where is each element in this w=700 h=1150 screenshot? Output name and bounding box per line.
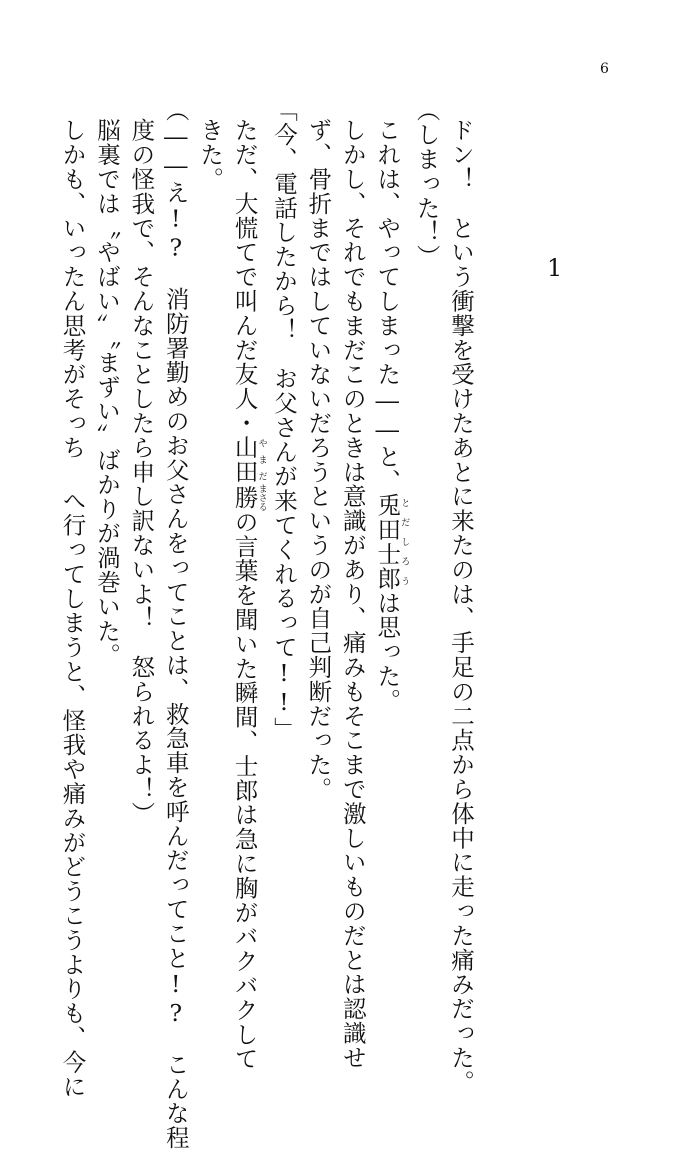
text-line-7-part-1: ただ、大慌てで叫んだ友人・ — [230, 118, 259, 436]
ruby-yamada-reading: やまだ — [256, 435, 267, 484]
text-line-3 — [370, 118, 409, 978]
text-line-6: 「今、電話したから！ お父さんが来てくれるって!!」 — [269, 98, 298, 742]
text-line-1: ドン！ という衝撃を受けたあとに来たのは、手足の二点から体中に走った痛みだった。 — [447, 118, 475, 1094]
ruby-todashirou — [373, 493, 410, 591]
text-line-5: ず、骨折まではしていないだろうというのが自己判断だった。 — [304, 118, 333, 802]
text-line-10: 度の怪我で、そんなことしたら申し訳ないよ！ 怒られるよ！） — [127, 118, 156, 826]
ruby-todashirou-reading: とだしろう — [399, 493, 410, 591]
text-line-11: 脳裏では〝やばい〟〝まずい〟ばかりが渦巻いた。 — [92, 118, 121, 668]
ruby-masaru-reading: まさる — [256, 484, 267, 512]
text-line-4: しかし、それでもまだこのときは意識があり、痛みもそこまで激しいものだとは認識せ — [338, 118, 367, 1070]
page-number: 6 — [600, 61, 609, 77]
text-line-2: （しまった！） — [412, 98, 441, 269]
ruby-yamada — [230, 435, 267, 485]
text-line-3-part-2: は思った。 — [373, 590, 402, 713]
text-line-8: きた。 — [196, 118, 225, 192]
ruby-yamada-base: 山田 — [230, 435, 259, 485]
body-text — [55, 98, 478, 1150]
chapter-number: 1 — [547, 254, 563, 282]
text-line-7 — [227, 118, 267, 1071]
text-line-3-part-1: これは、やってしまった――と、 — [373, 118, 402, 493]
text-line-7-part-2: の言葉を聞いた瞬間、士郎は急に胸がバクバクして — [230, 509, 259, 1071]
ruby-masaru-base: 勝 — [230, 484, 259, 512]
text-line-9: （――え!? 消防署勤めのお父さんをってことは、救急車を呼んだってこと!? こんな程 — [161, 98, 190, 1150]
text-line-12: しかも、いったん思考がそっち へ行ってしまうと、怪我や痛みがどうこうよりも、今に — [58, 118, 87, 1099]
ruby-todashirou-base: 兎田士郎 — [373, 493, 402, 591]
ruby-masaru — [230, 484, 267, 512]
